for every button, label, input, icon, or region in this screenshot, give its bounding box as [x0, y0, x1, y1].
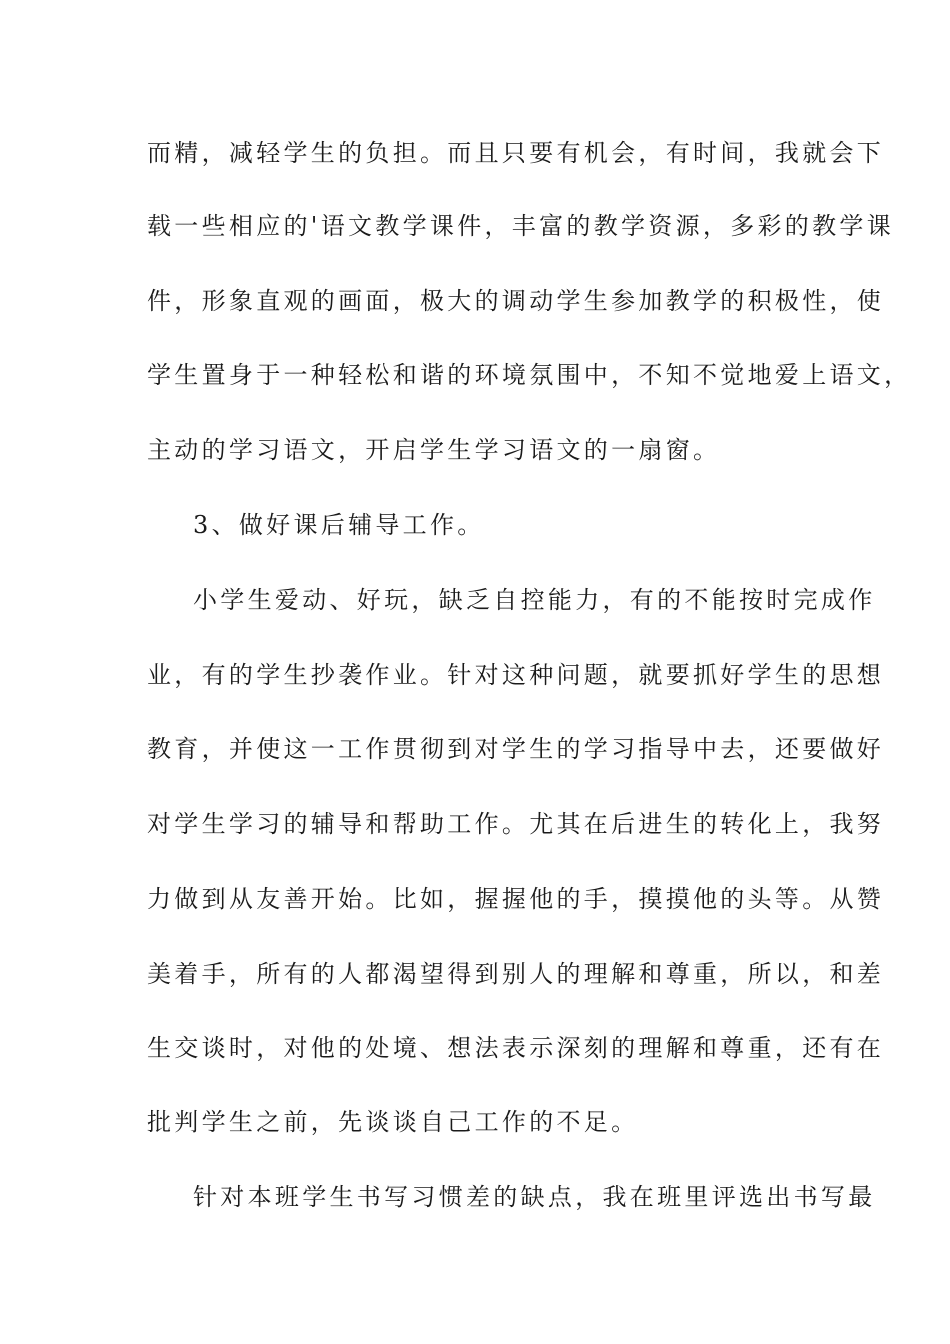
- text-line-8: 业，有的学生抄袭作业。针对这种问题，就要抓好学生的思想: [147, 661, 885, 689]
- text-line-9: 教育，并使这一工作贯彻到对学生的学习指导中去，还要做好: [147, 735, 885, 763]
- text-line-3: 件，形象直观的画面，极大的调动学生参加教学的积极性，使: [147, 287, 885, 315]
- text-line-15: 针对本班学生书写习惯差的缺点，我在班里评选出书写最: [193, 1183, 876, 1211]
- text-line-10: 对学生学习的辅导和帮助工作。尤其在后进生的转化上，我努: [147, 810, 885, 838]
- text-line-1: 而精，减轻学生的负担。而且只要有机会，有时间，我就会下: [147, 139, 885, 167]
- text-line-14: 批判学生之前，先谈谈自己工作的不足。: [147, 1108, 639, 1136]
- text-line-4: 学生置身于一种轻松和谐的环境氛围中，不知不觉地爱上语文，: [147, 361, 912, 389]
- text-line-13: 生交谈时，对他的处境、想法表示深刻的理解和尊重，还有在: [147, 1034, 885, 1062]
- text-line-7: 小学生爱动、好玩，缺乏自控能力，有的不能按时完成作: [193, 586, 876, 614]
- text-line-2: 载一些相应的'语文教学课件，丰富的教学资源，多彩的教学课: [147, 212, 894, 240]
- text-line-11: 力做到从友善开始。比如，握握他的手，摸摸他的头等。从赞: [147, 885, 885, 913]
- text-line-5: 主动的学习语文，开启学生学习语文的一扇窗。: [147, 436, 721, 464]
- section-heading: 3、做好课后辅导工作。: [193, 511, 485, 539]
- text-line-12: 美着手，所有的人都渴望得到别人的理解和尊重，所以，和差: [147, 960, 885, 988]
